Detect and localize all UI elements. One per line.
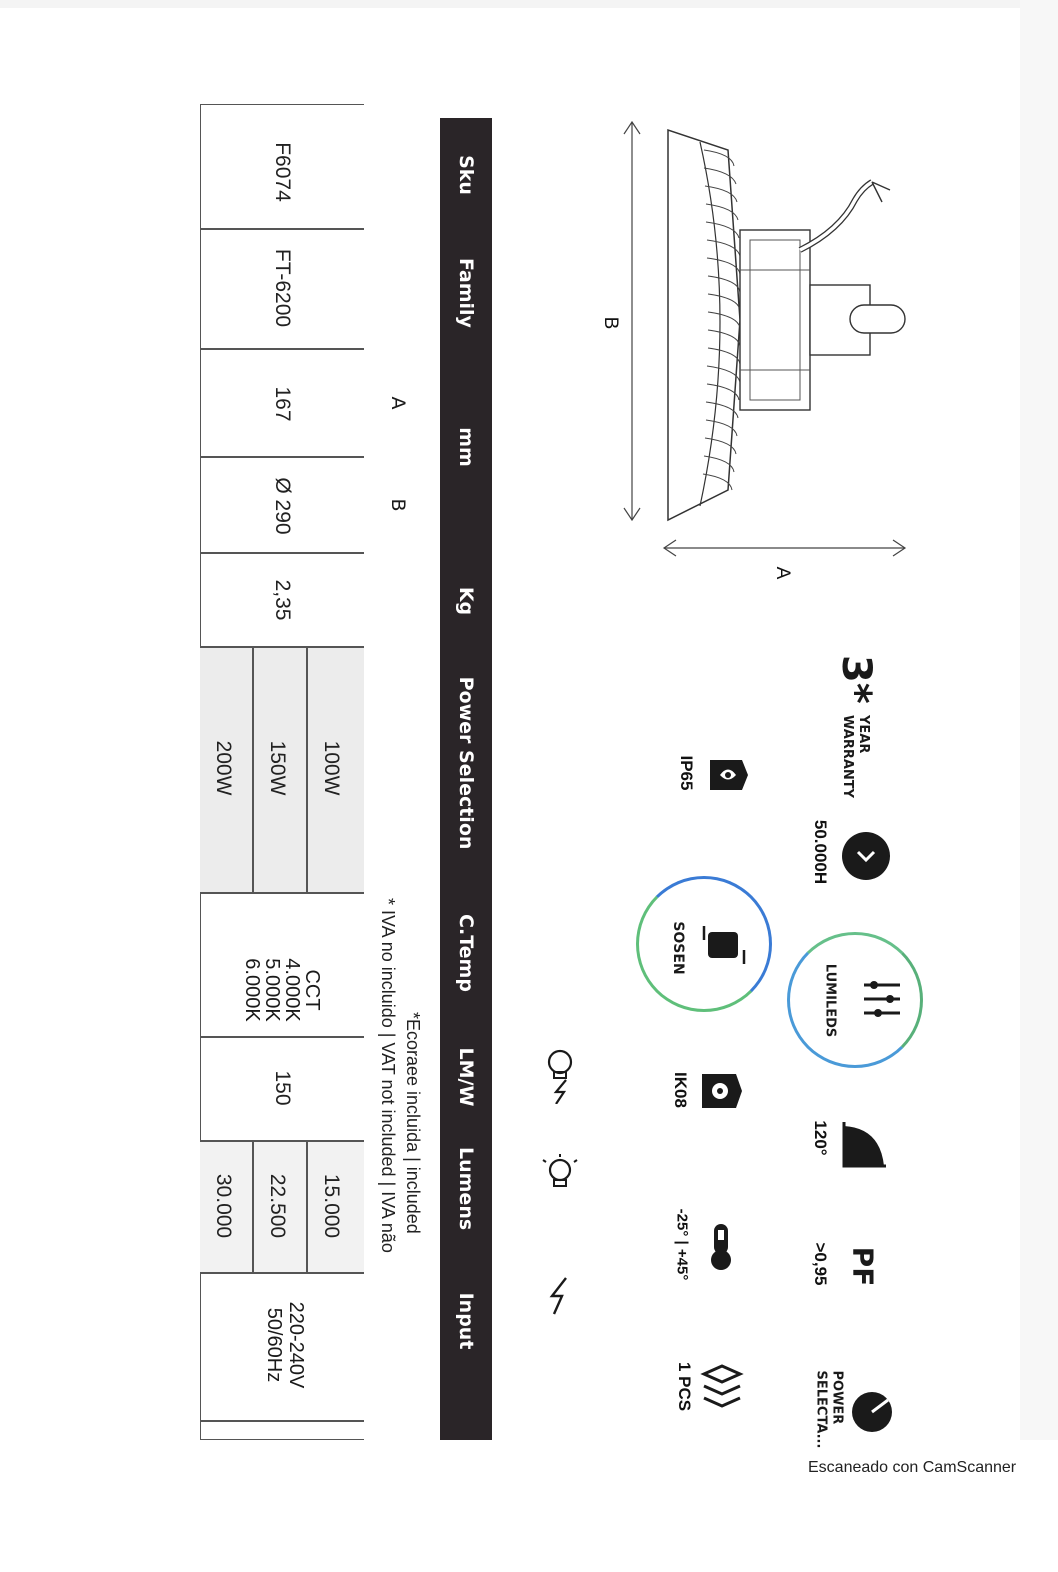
header-ctemp: C.Temp (455, 914, 477, 992)
header-power-selection: Power Selection (455, 676, 477, 850)
ctemp-4000: 4.000K (281, 958, 303, 1022)
divider (306, 1140, 308, 1272)
clock-icon (840, 830, 892, 882)
iva-note: * IVA no incluido | VAT not included | IVA não (378, 898, 398, 1253)
cell-kg: 2,35 (271, 579, 294, 621)
ik-shield-icon (698, 1068, 746, 1114)
product-drawing (600, 110, 920, 590)
pcs-label: 1 PCS (675, 1362, 694, 1412)
pf-big: PF (846, 1246, 880, 1287)
box-stack-icon (698, 1364, 746, 1414)
input-voltage: 220-240V (285, 1301, 307, 1389)
pf-label: >0,95 (811, 1242, 830, 1286)
subheader-a: A (387, 396, 409, 410)
warranty-line1: YEAR (856, 715, 871, 754)
ik-label: IK08 (671, 1072, 690, 1108)
cell-lmw: 150 (271, 1070, 294, 1106)
cell-sku: F6074 (271, 142, 294, 202)
header-family: Family (455, 258, 477, 328)
cell-family: FT-6200 (271, 248, 294, 328)
bolt-icon (544, 1276, 576, 1316)
beam-angle-icon (840, 1118, 890, 1170)
divider (306, 646, 308, 892)
cell-input (257, 1275, 307, 1415)
cell-lumens-22500: 22.500 (266, 1173, 289, 1239)
thermometer-icon (700, 1220, 746, 1272)
divider (252, 646, 254, 892)
sosen-chip-icon (700, 920, 748, 970)
divider (200, 1420, 364, 1422)
angle-label: 120° (811, 1120, 830, 1156)
sosen-label: SOSEN (670, 921, 686, 975)
power-select-icon (848, 1388, 894, 1436)
cell-lumens-30000: 30.000 (212, 1173, 235, 1239)
cell-power-150: 150W (266, 740, 289, 796)
dimension-label-b: B (600, 316, 621, 330)
cell-lumens-15000: 15.000 (320, 1173, 343, 1239)
cell-mm-a: 167 (271, 386, 294, 422)
subheader-b: B (387, 498, 409, 512)
divider (200, 892, 364, 894)
divider (200, 1272, 364, 1274)
header-mm: mm (455, 427, 477, 467)
cell-mm-b: Ø 290 (271, 477, 294, 535)
header-kg: Kg (455, 586, 477, 616)
temp-label: -25° | +45° (673, 1208, 691, 1281)
ctemp-6000: 6.000K (241, 958, 263, 1022)
header-input: Input (455, 1292, 477, 1350)
lumileds-icon (860, 975, 904, 1025)
bulb-bolt-icon (540, 1048, 582, 1104)
hours-label: 50.000H (811, 819, 830, 885)
power-select-line1: POWER (829, 1370, 845, 1425)
power-select-line2: SELECTA... (813, 1370, 829, 1449)
header-lmw: LM/W (455, 1047, 477, 1107)
ip-shield-icon (706, 754, 752, 796)
lumileds-label: LUMILEDS (822, 963, 838, 1038)
scan-edge-right (1020, 0, 1058, 1440)
ip-label: IP65 (677, 755, 696, 791)
ecoraee-note: *Ecoraee incluida | included (403, 1012, 423, 1234)
cell-power-200: 200W (212, 740, 235, 796)
scan-edge (0, 0, 1058, 8)
camscanner-watermark: Escaneado con CamScanner (808, 1459, 1017, 1476)
header-sku: Sku (455, 155, 477, 195)
dimension-label-a: A (772, 566, 793, 580)
bulb-light-icon (540, 1152, 582, 1196)
divider (252, 1140, 254, 1272)
warranty-line2: WARRANTY (840, 715, 855, 799)
cell-power-100: 100W (320, 740, 343, 796)
warranty-badge (825, 655, 885, 799)
ctemp-cct: CCT (301, 969, 323, 1011)
header-lumens: Lumens (455, 1147, 477, 1231)
ctemp-5000: 5.000K (261, 958, 283, 1022)
input-frequency: 50/60Hz (263, 1307, 285, 1383)
warranty-big: 3* (833, 655, 879, 704)
